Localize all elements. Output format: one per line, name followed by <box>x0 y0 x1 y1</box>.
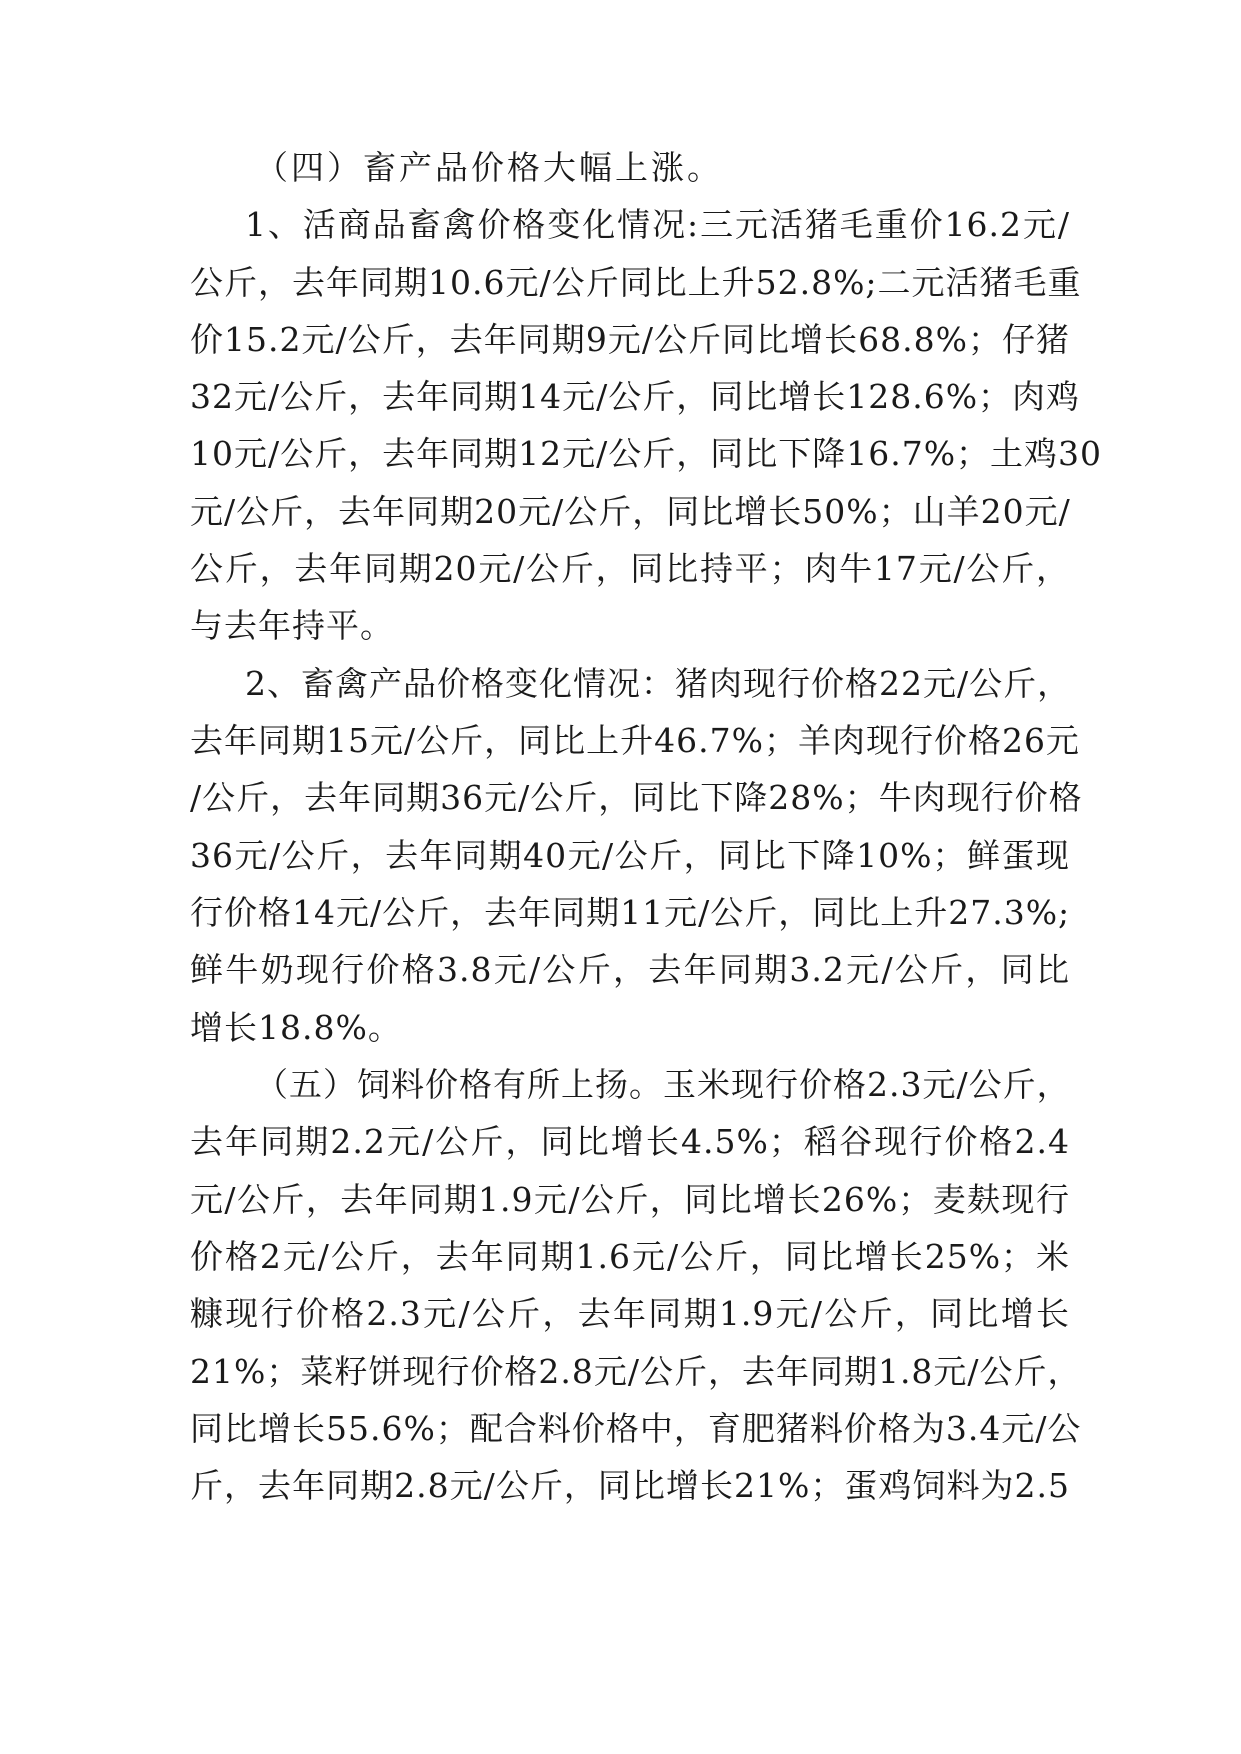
paragraph-line: 公斤，去年同期20元/公斤，同比持平；肉牛17元/公斤， <box>190 549 1070 588</box>
paragraph-line: 去年同期2.2元/公斤，同比增长4.5%；稻谷现行价格2.4 <box>190 1122 1070 1161</box>
paragraph-line: 1、活商品畜禽价格变化情况:三元活猪毛重价16.2元/ <box>245 205 1070 244</box>
paragraph-line: 公斤，去年同期10.6元/公斤同比上升52.8%;二元活猪毛重 <box>190 263 1082 302</box>
section-heading-five-line: （五）饲料价格有所上扬。玉米现行价格2.3元/公斤， <box>255 1065 1071 1104</box>
paragraph-line: 鲜牛奶现行价格3.8元/公斤，去年同期3.2元/公斤，同比 <box>190 950 1070 989</box>
paragraph-line: 10元/公斤，去年同期12元/公斤，同比下降16.7%；土鸡30 <box>190 434 1103 473</box>
paragraph-line: 与去年持平。 <box>190 606 394 645</box>
paragraph-line: 斤，去年同期2.8元/公斤，同比增长21%；蛋鸡饲料为2.5 <box>190 1466 1070 1505</box>
paragraph-line: 2、畜禽产品价格变化情况：猪肉现行价格22元/公斤， <box>245 664 1072 703</box>
paragraph-line: 糠现行价格2.3元/公斤，去年同期1.9元/公斤，同比增长 <box>190 1294 1070 1333</box>
paragraph-line: 32元/公斤，去年同期14元/公斤，同比增长128.6%；肉鸡 <box>190 377 1081 416</box>
paragraph-line: 元/公斤，去年同期1.9元/公斤，同比增长26%；麦麸现行 <box>190 1180 1070 1219</box>
paragraph-line: 36元/公斤，去年同期40元/公斤，同比下降10%；鲜蛋现 <box>190 836 1070 875</box>
section-heading-four: （四）畜产品价格大幅上涨。 <box>255 148 723 187</box>
paragraph-line: 21%；菜籽饼现行价格2.8元/公斤，去年同期1.8元/公斤， <box>190 1352 1082 1391</box>
paragraph-line: 价15.2元/公斤，去年同期9元/公斤同比增长68.8%；仔猪 <box>190 320 1070 359</box>
paragraph-line: 同比增长55.6%；配合料价格中，育肥猪料价格为3.4元/公 <box>190 1409 1082 1448</box>
paragraph-line: 去年同期15元/公斤，同比上升46.7%；羊肉现行价格26元 <box>190 721 1080 760</box>
paragraph-line: 价格2元/公斤，去年同期1.6元/公斤，同比增长25%；米 <box>190 1237 1070 1276</box>
paragraph-line: 行价格14元/公斤，去年同期11元/公斤，同比上升27.3%; <box>190 893 1071 932</box>
paragraph-line: 元/公斤，去年同期20元/公斤，同比增长50%；山羊20元/ <box>190 492 1071 531</box>
paragraph-line: 增长18.8%。 <box>190 1008 402 1047</box>
paragraph-line: /公斤，去年同期36元/公斤，同比下降28%；牛肉现行价格 <box>190 778 1083 817</box>
